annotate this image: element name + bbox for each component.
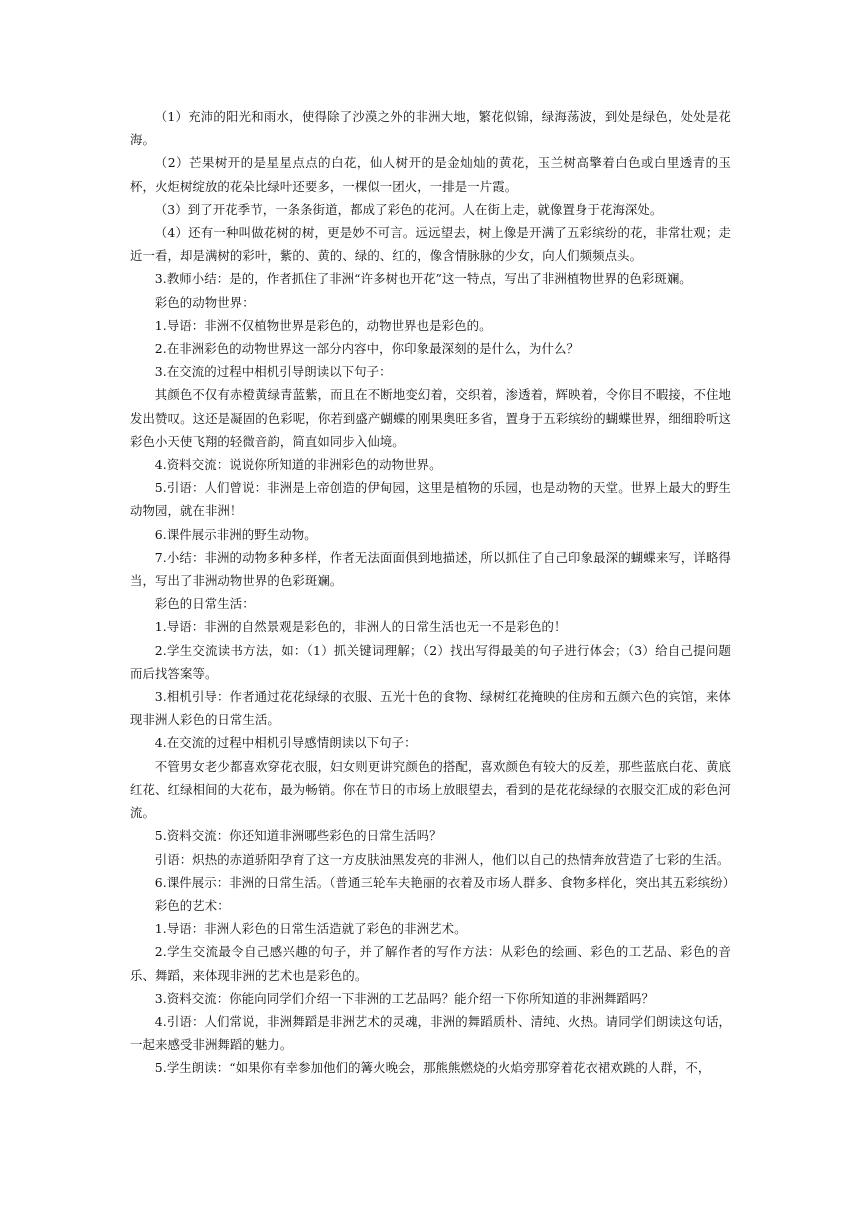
paragraph-teacher-summary: 3.教师小结：是的，作者抓住了非洲“许多树也开花”这一特点，写出了非洲植物世界的色彩斑斓。 — [154, 271, 692, 287]
paragraph-plant-1: （1）充沛的阳光和雨水，使得除了沙漠之外的非洲大地，繁花似锦，绿海荡波，到处是绿色，处处是花海。 — [130, 109, 731, 148]
paragraph-daily-slides: 6.课件展示：非洲的日常生活。（普通三轮车夫艳丽的衣着及市场人群多、食物多样化，突出其五彩缤纷） — [154, 874, 736, 890]
paragraph-butterfly-quote: 其颜色不仅有赤橙黄绿青蓝紫，而且在不断地变幻着，交织着，渗透着，辉映着，令你目不暇接，不住地发出赞叹。这还是凝固的色彩呢，你若到盛产蝴蝶的刚果奥旺多省，置身于五彩缤纷的蝴蝶世界，细细聆听这彩色小天使飞翔的轻微音韵，简直如同步入仙境。 — [130, 387, 731, 449]
paragraph-animals-reading-guide: 3.在交流的过程中相机引导朗读以下句子： — [154, 364, 392, 380]
paragraph-animals-material: 4.资料交流：说说你所知道的非洲彩色的动物世界。 — [154, 457, 442, 473]
paragraph-art-quote: 4.引语：人们常说，非洲舞蹈是非洲艺术的灵魂，非洲的舞蹈质朴、清纯、火热。请同学们朗读这句话，一起来感受非洲舞蹈的魅力。 — [130, 1013, 731, 1053]
paragraph-plant-4: （4）还有一种叫做花树的树，更是妙不可言。远远望去，树上像是开满了五彩缤纷的花，非常壮观；走近一看，却是满树的彩叶，紫的、黄的、绿的、红的，像含情脉脉的少女，向人们频频点头。 — [130, 225, 731, 264]
paragraph-art-methods: 2.学生交流最令自己感兴趣的句子，并了解作者的写作方法：从彩色的绘画、彩色的工艺品、彩色的音乐、舞蹈，来体现非洲的艺术也是彩色的。 — [130, 944, 731, 983]
paragraph-art-material: 3.资料交流：你能向同学们介绍一下非洲的工艺品吗？能介绍一下你所知道的非洲舞蹈吗？ — [154, 990, 654, 1006]
paragraph-daily-material: 5.资料交流：你还知道非洲哪些彩色的日常生活吗？ — [154, 828, 442, 844]
section-heading-animals: 彩色的动物世界： — [154, 294, 255, 310]
paragraph-animals-summary: 7.小结：非洲的动物多种多样，作者无法面面俱到地描述，所以抓住了自己印象最深的蝴蝶来写，详略得当，写出了非洲动物世界的色彩斑斓。 — [130, 549, 731, 589]
paragraph-art-reading: 5.学生朗读：“如果你有幸参加他们的篝火晚会，那熊熊燃烧的火焰旁那穿着花衣裙欢跳的人群，不， — [154, 1060, 711, 1076]
paragraph-daily-methods: 2.学生交流读书方法，如：（1）抓关键词理解；（2）找出写得最美的句子进行体会；（3）给自己提问题而后找答案等。 — [130, 642, 731, 681]
paragraph-plant-2: （2）芒果树开的是星星点点的白花，仙人树开的是金灿灿的黄花，玉兰树高擎着白色或白里透青的玉杯，火炬树绽放的花朵比绿叶还要多，一棵似一团火，一排是一片霞。 — [130, 155, 731, 194]
paragraph-animals-question: 2.在非洲彩色的动物世界这一部分内容中，你印象最深刻的是什么，为什么？ — [154, 341, 580, 357]
paragraph-daily-intro: 1.导语：非洲的自然景观是彩色的，非洲人的日常生活也无一不是彩色的！ — [154, 619, 567, 635]
paragraph-clothes-quote: 不管男女老少都喜欢穿花衣服，妇女则更讲究颜色的搭配，喜欢颜色有较大的反差，那些蓝底白花、黄底红花、红绿相间的大花布，最为畅销。你在节日的市场上放眼望去，看到的是花花绿绿的衣服交汇成的彩色河流。 — [130, 758, 731, 821]
paragraph-daily-reading-guide: 4.在交流的过程中相机引导感情朗读以下句子： — [154, 735, 417, 751]
paragraph-plant-3: （3）到了开花季节，一条条街道，都成了彩色的花河。人在街上走，就像置身于花海深处。 — [154, 201, 663, 217]
paragraph-art-intro: 1.导语：非洲人彩色的日常生活造就了彩色的非洲艺术。 — [154, 921, 467, 937]
section-heading-art: 彩色的艺术： — [154, 897, 230, 913]
paragraph-animals-slides: 6.课件展示非洲的野生动物。 — [154, 526, 317, 542]
paragraph-animals-quote: 5.引语：人们曾说：非洲是上帝创造的伊甸园，这里是植物的乐园，也是动物的天堂。世界上最大的野生动物园，就在非洲！ — [130, 480, 731, 519]
paragraph-daily-guide: 3.相机引导：作者通过花花绿绿的衣服、五光十色的食物、绿树红花掩映的住房和五颜六色的宾馆，来体现非洲人彩色的日常生活。 — [130, 689, 731, 728]
section-heading-daily-life: 彩色的日常生活： — [154, 596, 255, 612]
paragraph-animals-intro: 1.导语：非洲不仅植物世界是彩色的，动物世界也是彩色的。 — [154, 317, 492, 333]
document-body — [130, 105, 736, 1080]
paragraph-daily-quote: 引语：炽热的赤道骄阳孕育了这一方皮肤油黑发亮的非洲人，他们以自己的热情奔放营造了七彩的生活。 — [154, 851, 730, 867]
